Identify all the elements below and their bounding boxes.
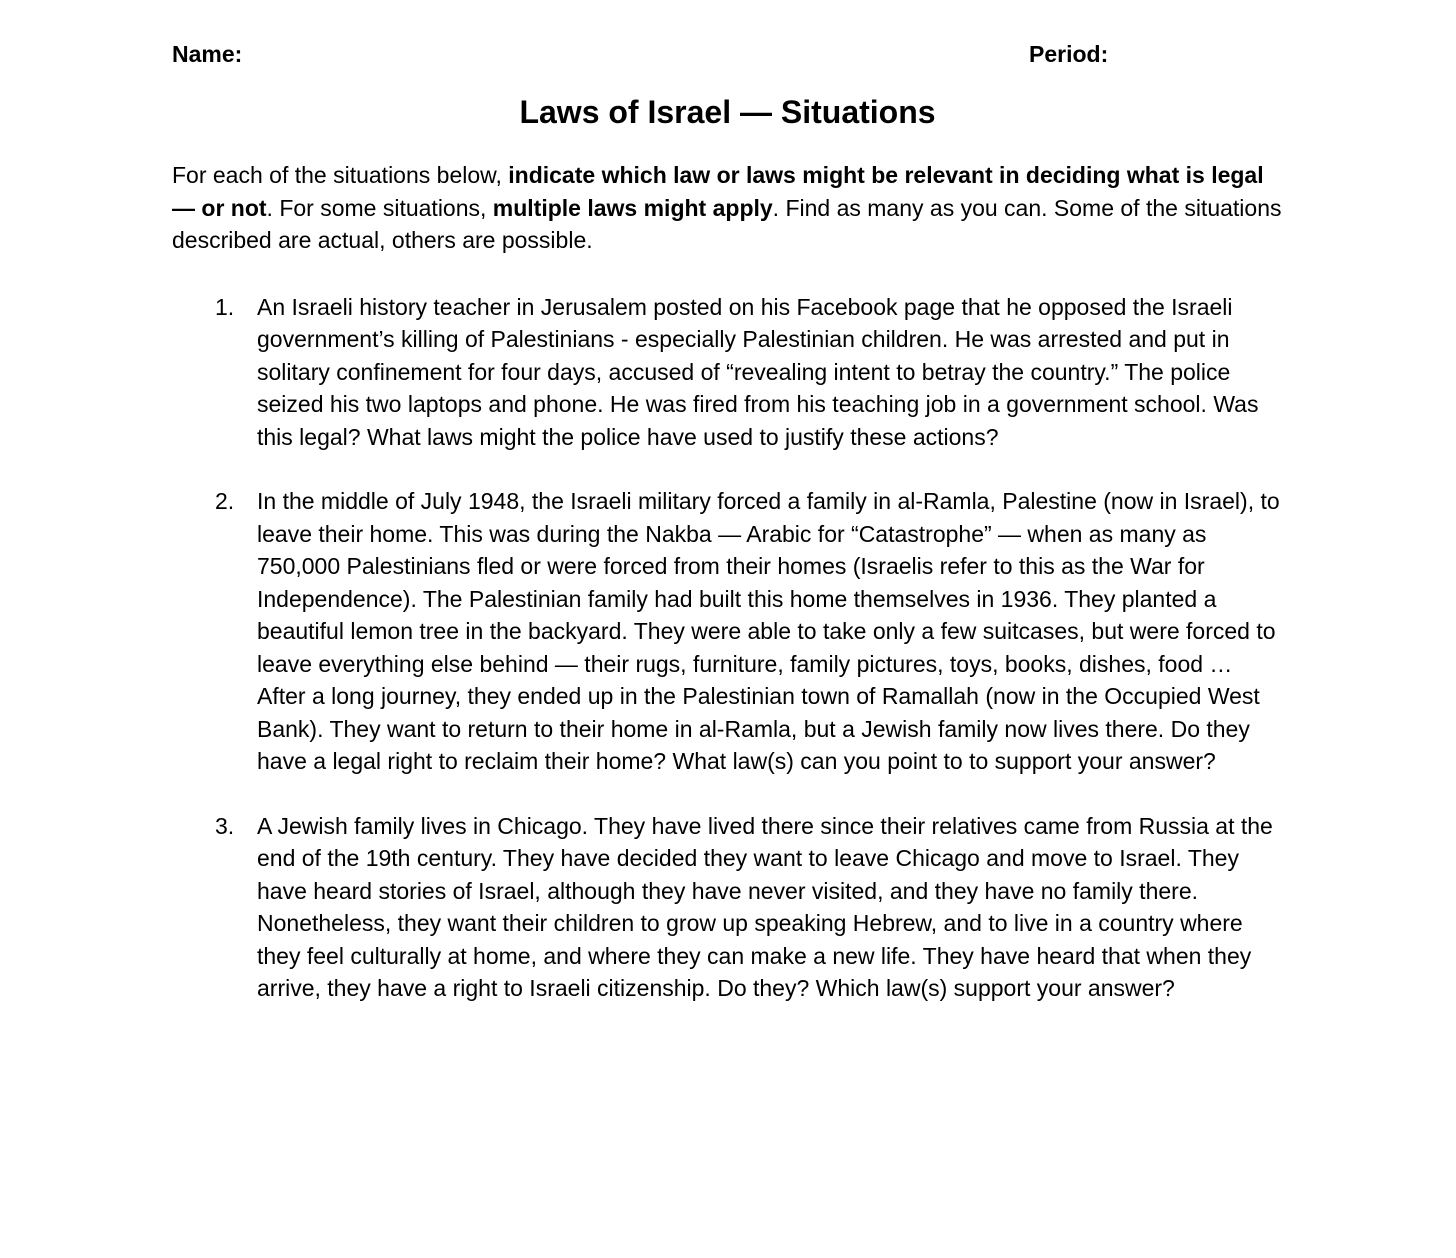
name-label: Name: bbox=[172, 41, 243, 67]
list-item-text: A Jewish family lives in Chicago. They have lived there since their relatives came from Russia at the end of the 19th century. They have decided they want to leave Chicago and move to Israel. They have heard stories of Israel, although they have never visited, and they have no family there. Nonetheless, they want their children to grow up speaking Hebrew, and to live in a country where they feel culturally at home, and where they can make a new life. They have heard that when they arrive, they have a right to Israeli citizenship. Do they? Which law(s) support your answer? bbox=[257, 812, 1273, 1001]
intro-segment-3: . For some situations, bbox=[266, 194, 493, 221]
list-item-text: In the middle of July 1948, the Israeli military forced a family in al-Ramla, Palestine (now in Israel), to leave their home. This was during the Nakba — Arabic for “Catastrophe” — when as many as 750,000 Palestinians fled or were forced from their homes (Israelis refer to this as the War for Independence). The Palestinian family had built this home themselves in 1936. They planted a beautiful lemon tree in the backyard. They were able to take only a few suitcases, but were forced to leave everything else behind — their rugs, furniture, family pictures, toys, books, dishes, food … After a long journey, they ended up in the Palestinian town of Ramallah (now in the Occupied West Bank). They want to return to their home in al-Ramla, but a Jewish family now lives there. Do they have a legal right to reclaim their home? What law(s) can you point to to support your answer? bbox=[257, 488, 1280, 774]
intro-segment-4-bold: multiple laws might apply bbox=[492, 194, 773, 221]
list-item-1 bbox=[215, 291, 1283, 454]
list-item-number: 3. bbox=[215, 812, 235, 839]
list-item-number: 1. bbox=[215, 293, 235, 320]
intro-segment-2-bold: indicate which law or laws might be relevant in deciding what is legal — or not bbox=[172, 162, 1264, 221]
list-item-text: An Israeli history teacher in Jerusalem posted on his Facebook page that he opposed the Israeli government’s killing of Palestinians - especially Palestinian children. He was arrested and put in solitary confinement for four days, accused of “revealing intent to betray the country.” The police seized his two laptops and phone. He was fired from his teaching job in a government school. Was this legal? What laws might the police have used to justify these actions? bbox=[257, 293, 1259, 450]
list-item-number: 2. bbox=[215, 488, 235, 514]
intro-segment-1: For each of the situations below, bbox=[172, 162, 509, 188]
intro-segment-5: . Find as many as you can. Some of the situations described are actual, others are possible. bbox=[172, 194, 1282, 253]
situations-list bbox=[172, 291, 1283, 1005]
page-title: Laws of Israel — Situations bbox=[519, 94, 936, 130]
period-label: Period: bbox=[1029, 41, 1109, 67]
intro-paragraph bbox=[172, 159, 1283, 257]
header-row bbox=[172, 38, 1283, 71]
list-item-3 bbox=[215, 810, 1283, 1005]
list-item-2 bbox=[215, 485, 1283, 778]
